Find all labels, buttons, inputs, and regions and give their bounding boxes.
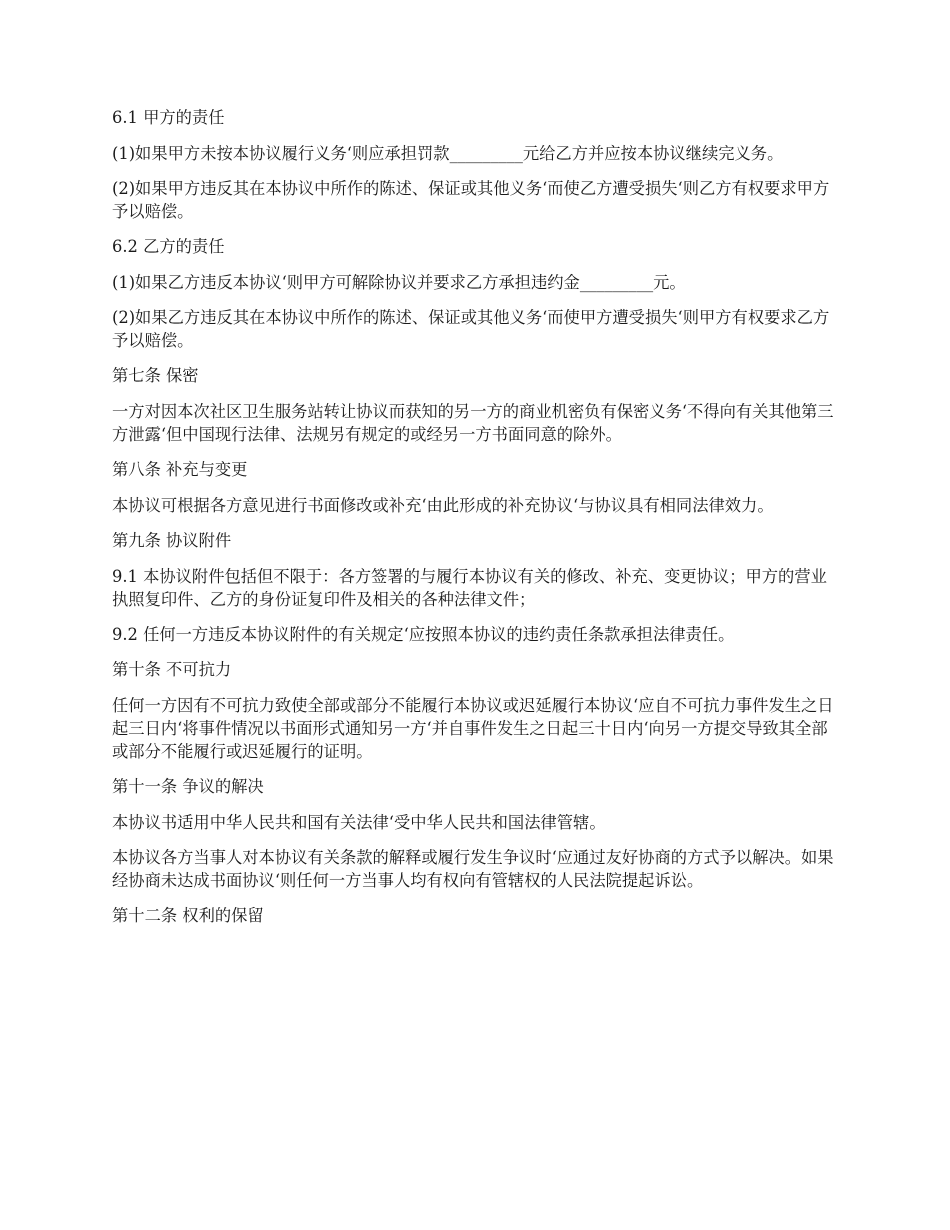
clause-paragraph: (2)如果乙方违反其在本协议中所作的陈述、保证或其他义务‘而使甲方遭受损失‘则甲方有权要求乙方予以赔偿。 (112, 308, 830, 350)
clause-paragraph: (2)如果甲方违反其在本协议中所作的陈述、保证或其他义务‘而使乙方遭受损失‘则乙方有权要求甲方予以赔偿。 (112, 179, 830, 221)
clause-paragraph: 本协议书适用中华人民共和国有关法律‘受中华人民共和国法律管辖。 (112, 813, 606, 832)
article-heading: 第九条 协议附件 (112, 531, 232, 550)
clause-paragraph: (1)如果乙方违反本协议‘则甲方可解除协议并要求乙方承担违约金_________元。 (112, 273, 686, 292)
clause-paragraph: 9.2 任何一方违反本协议附件的有关规定‘应按照本协议的违约责任条款承担法律责任。 (112, 625, 735, 644)
section-heading: 6.2 乙方的责任 (112, 237, 225, 256)
article-heading: 第八条 补充与变更 (112, 460, 248, 479)
article-heading: 第十二条 权利的保留 (112, 906, 264, 925)
clause-paragraph: (1)如果甲方未按本协议履行义务‘则应承担罚款_________元给乙方并应按本协议继续完义务。 (112, 144, 784, 163)
clause-paragraph: 9.1 本协议附件包括但不限于：各方签署的与履行本协议有关的修改、补充、变更协议；甲方的营业执照复印件、乙方的身份证复印件及相关的各种法律文件； (112, 567, 827, 609)
article-heading: 第七条 保密 (112, 366, 199, 385)
article-heading: 第十条 不可抗力 (112, 660, 232, 679)
article-heading: 第十一条 争议的解决 (112, 777, 264, 796)
clause-paragraph: 任何一方因有不可抗力致使全部或部分不能履行本协议或迟延履行本协议‘应自不可抗力事件发生之日起三日内‘将事件情况以书面形式通知另一方‘并自事件发生之日起三十日内‘向另一方提交导致其全部或部分不能履行或迟延履行的证明。 (112, 696, 834, 761)
section-heading: 6.1 甲方的责任 (112, 108, 225, 127)
clause-paragraph: 一方对因本次社区卫生服务站转让协议而获知的另一方的商业机密负有保密义务‘不得向有关其他第三方泄露‘但中国现行法律、法规另有规定的或经另一方书面同意的除外。 (112, 402, 834, 444)
document-body (112, 106, 842, 940)
clause-paragraph: 本协议可根据各方意见进行书面修改或补充‘由此形成的补充协议‘与协议具有相同法律效力。 (112, 496, 774, 515)
clause-paragraph: 本协议各方当事人对本协议有关条款的解释或履行发生争议时‘应通过友好协商的方式予以解决。如果经协商未达成书面协议‘则任何一方当事人均有权向有管辖权的人民法院提起诉讼。 (112, 848, 834, 890)
